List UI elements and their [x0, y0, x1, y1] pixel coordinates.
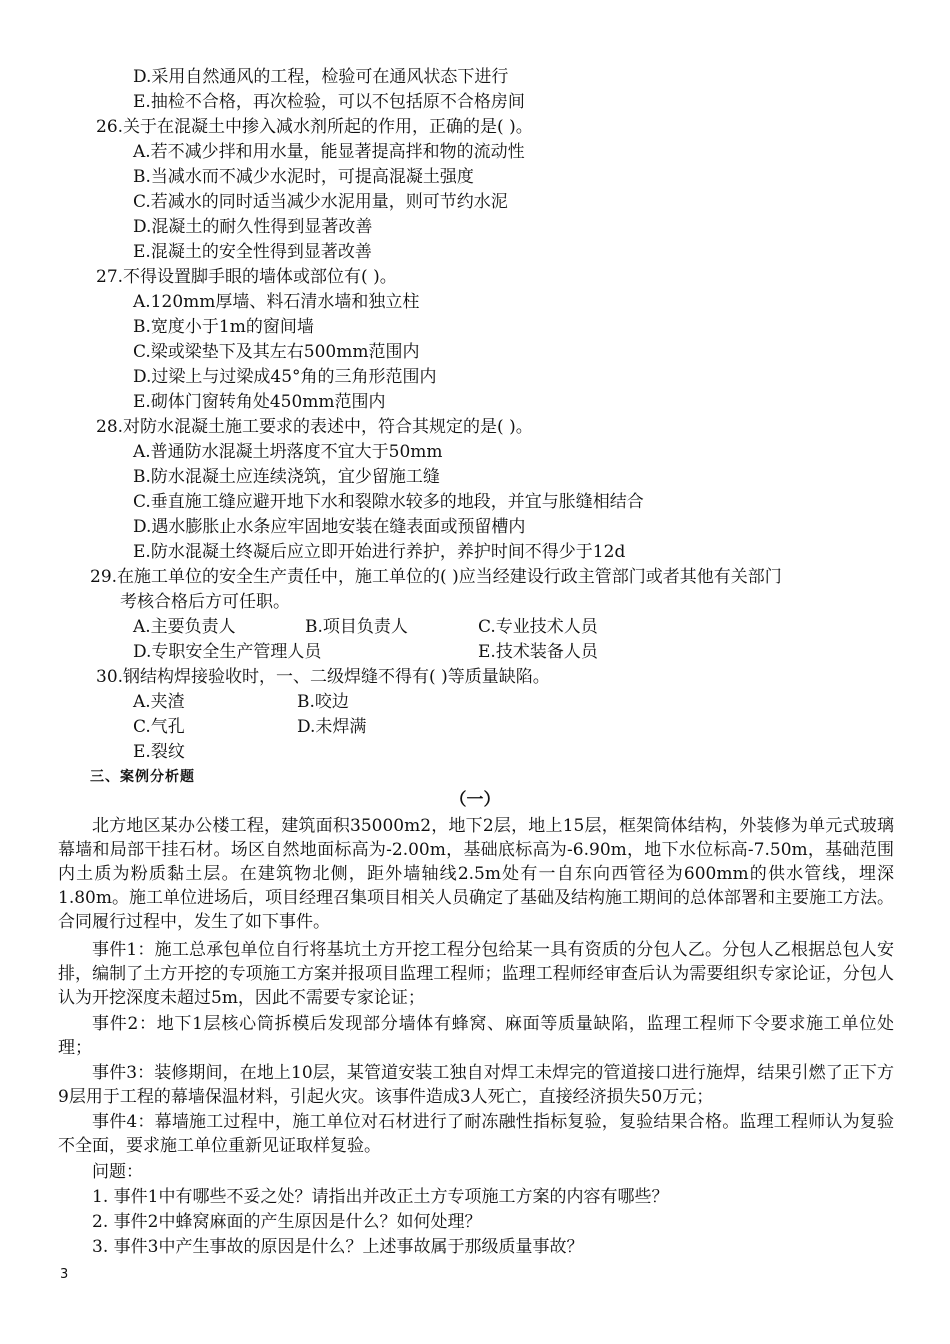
q29-option-c: C.专业技术人员	[478, 617, 598, 637]
section-heading: 三、案例分析题	[90, 769, 195, 785]
q29-stem: 29.在施工单位的安全生产责任中，施工单位的( )应当经建设行政主管部门或者其他有关部门	[90, 567, 782, 587]
case-question-1: 1. 事件1中有哪些不妥之处？请指出并改正土方专项施工方案的内容有哪些？	[92, 1187, 669, 1207]
q26-option-a: A.若不减少拌和用水量，能显著提高拌和物的流动性	[133, 142, 525, 162]
q30-option-d: D.未焊满	[297, 717, 367, 737]
q26-option-c: C.若减水的同时适当减少水泥用量，则可节约水泥	[133, 192, 508, 212]
q27-option-c: C.梁或梁垫下及其左右500mm范围内	[133, 342, 420, 362]
q29-option-a: A.主要负责人	[133, 617, 236, 637]
q28-stem: 28.对防水混凝土施工要求的表述中，符合其规定的是( )。	[96, 417, 533, 437]
q26-option-b: B.当减水而不减少水泥时，可提高混凝土强度	[133, 167, 474, 187]
q29-stem-continued: 考核合格后方可任职。	[120, 592, 290, 612]
q29-option-b: B.项目负责人	[305, 617, 408, 637]
q26-stem: 26.关于在混凝土中掺入减水剂所起的作用，正确的是( )。	[96, 117, 533, 137]
q27-option-b: B.宽度小于1m的窗间墙	[133, 317, 314, 337]
q28-option-e: E.防水混凝土终凝后应立即开始进行养护，养护时间不得少于12d	[133, 542, 626, 562]
case-question-3: 3. 事件3中产生事故的原因是什么？上述事故属于那级质量事故？	[92, 1237, 584, 1257]
q29-option-d: D.专职安全生产管理人员	[133, 642, 322, 662]
q27-option-a: A.120mm厚墙、料石清水墙和独立柱	[133, 292, 420, 312]
case-event-3: 事件3：装修期间，在地上10层，某管道安装工独自对焊工未焊完的管道接口进行施焊，结果引燃了正下方9层用于工程的幕墙保温材料，引起火灾。该事件造成3人死亡，直接经济损失50万元；	[58, 1063, 894, 1107]
questions-label: 问题：	[92, 1162, 143, 1182]
case-event-4: 事件4：幕墙施工过程中，施工单位对石材进行了耐冻融性指标复验，复验结果合格。监理工程师认为复验不全面，要求施工单位重新见证取样复验。	[58, 1112, 894, 1156]
q28-option-d: D.遇水膨胀止水条应牢固地安装在缝表面或预留槽内	[133, 517, 526, 537]
q29-option-e: E.技术装备人员	[478, 642, 598, 662]
q26-option-e: E.混凝土的安全性得到显著改善	[133, 242, 372, 262]
q30-option-b: B.咬边	[297, 692, 349, 712]
q28-option-c: C.垂直施工缝应避开地下水和裂隙水较多的地段，并宜与胀缝相结合	[133, 492, 644, 512]
q28-option-b: B.防水混凝土应连续浇筑，宜少留施工缝	[133, 467, 440, 487]
case-event-1: 事件1：施工总承包单位自行将基坑土方开挖工程分包给某一具有资质的分包人乙。分包人乙根据总包人安排，编制了土方开挖的专项施工方案并报项目监理工程师；监理工程师经审查后认为需要组织专家论证，分包人认为开挖深度未超过5m，因此不需要专家论证；	[58, 940, 894, 1008]
page-number: 3	[60, 1267, 69, 1282]
q27-stem: 27.不得设置脚手眼的墙体或部位有( )。	[96, 267, 397, 287]
q30-option-c: C.气孔	[133, 717, 185, 737]
q25-option-e: E.抽检不合格，再次检验，可以不包括原不合格房间	[133, 92, 525, 112]
q30-option-a: A.夹渣	[133, 692, 185, 712]
q26-option-d: D.混凝土的耐久性得到显著改善	[133, 217, 373, 237]
case-paragraph: 北方地区某办公楼工程，建筑面积35000m2，地下2层，地上15层，框架筒体结构，外装修为单元式玻璃幕墙和局部干挂石材。场区自然地面标高为-2.00m，基础底标高为-6.90m，地下水位标高-7.50m，基础范围内土质为粉质黏土层。在建筑物北侧，距外墙轴线2.5m处有一自东向西管径为600mm的供水管线，埋深1.80m。施工单位进场后，项目经理召集项目相关人员确定了基础及结构施工期间的总体部署和主要施工方法。合同履行过程中，发生了如下事件。	[58, 816, 894, 932]
case-question-2: 2. 事件2中蜂窝麻面的产生原因是什么？如何处理？	[92, 1212, 482, 1232]
q27-option-e: E.砌体门窗转角处450mm范围内	[133, 392, 386, 412]
q30-stem: 30.钢结构焊接验收时，一、二级焊缝不得有( )等质量缺陷。	[96, 667, 550, 687]
q30-option-e: E.裂纹	[133, 742, 185, 762]
q25-option-d: D.采用自然通风的工程，检验可在通风状态下进行	[133, 67, 509, 87]
case-title: （一）	[449, 790, 501, 810]
q28-option-a: A.普通防水混凝土坍落度不宜大于50mm	[133, 442, 443, 462]
q27-option-d: D.过梁上与过梁成45°角的三角形范围内	[133, 367, 437, 387]
case-event-2: 事件2：地下1层核心筒拆模后发现部分墙体有蜂窝、麻面等质量缺陷，监理工程师下令要求施工单位处理；	[58, 1014, 894, 1058]
